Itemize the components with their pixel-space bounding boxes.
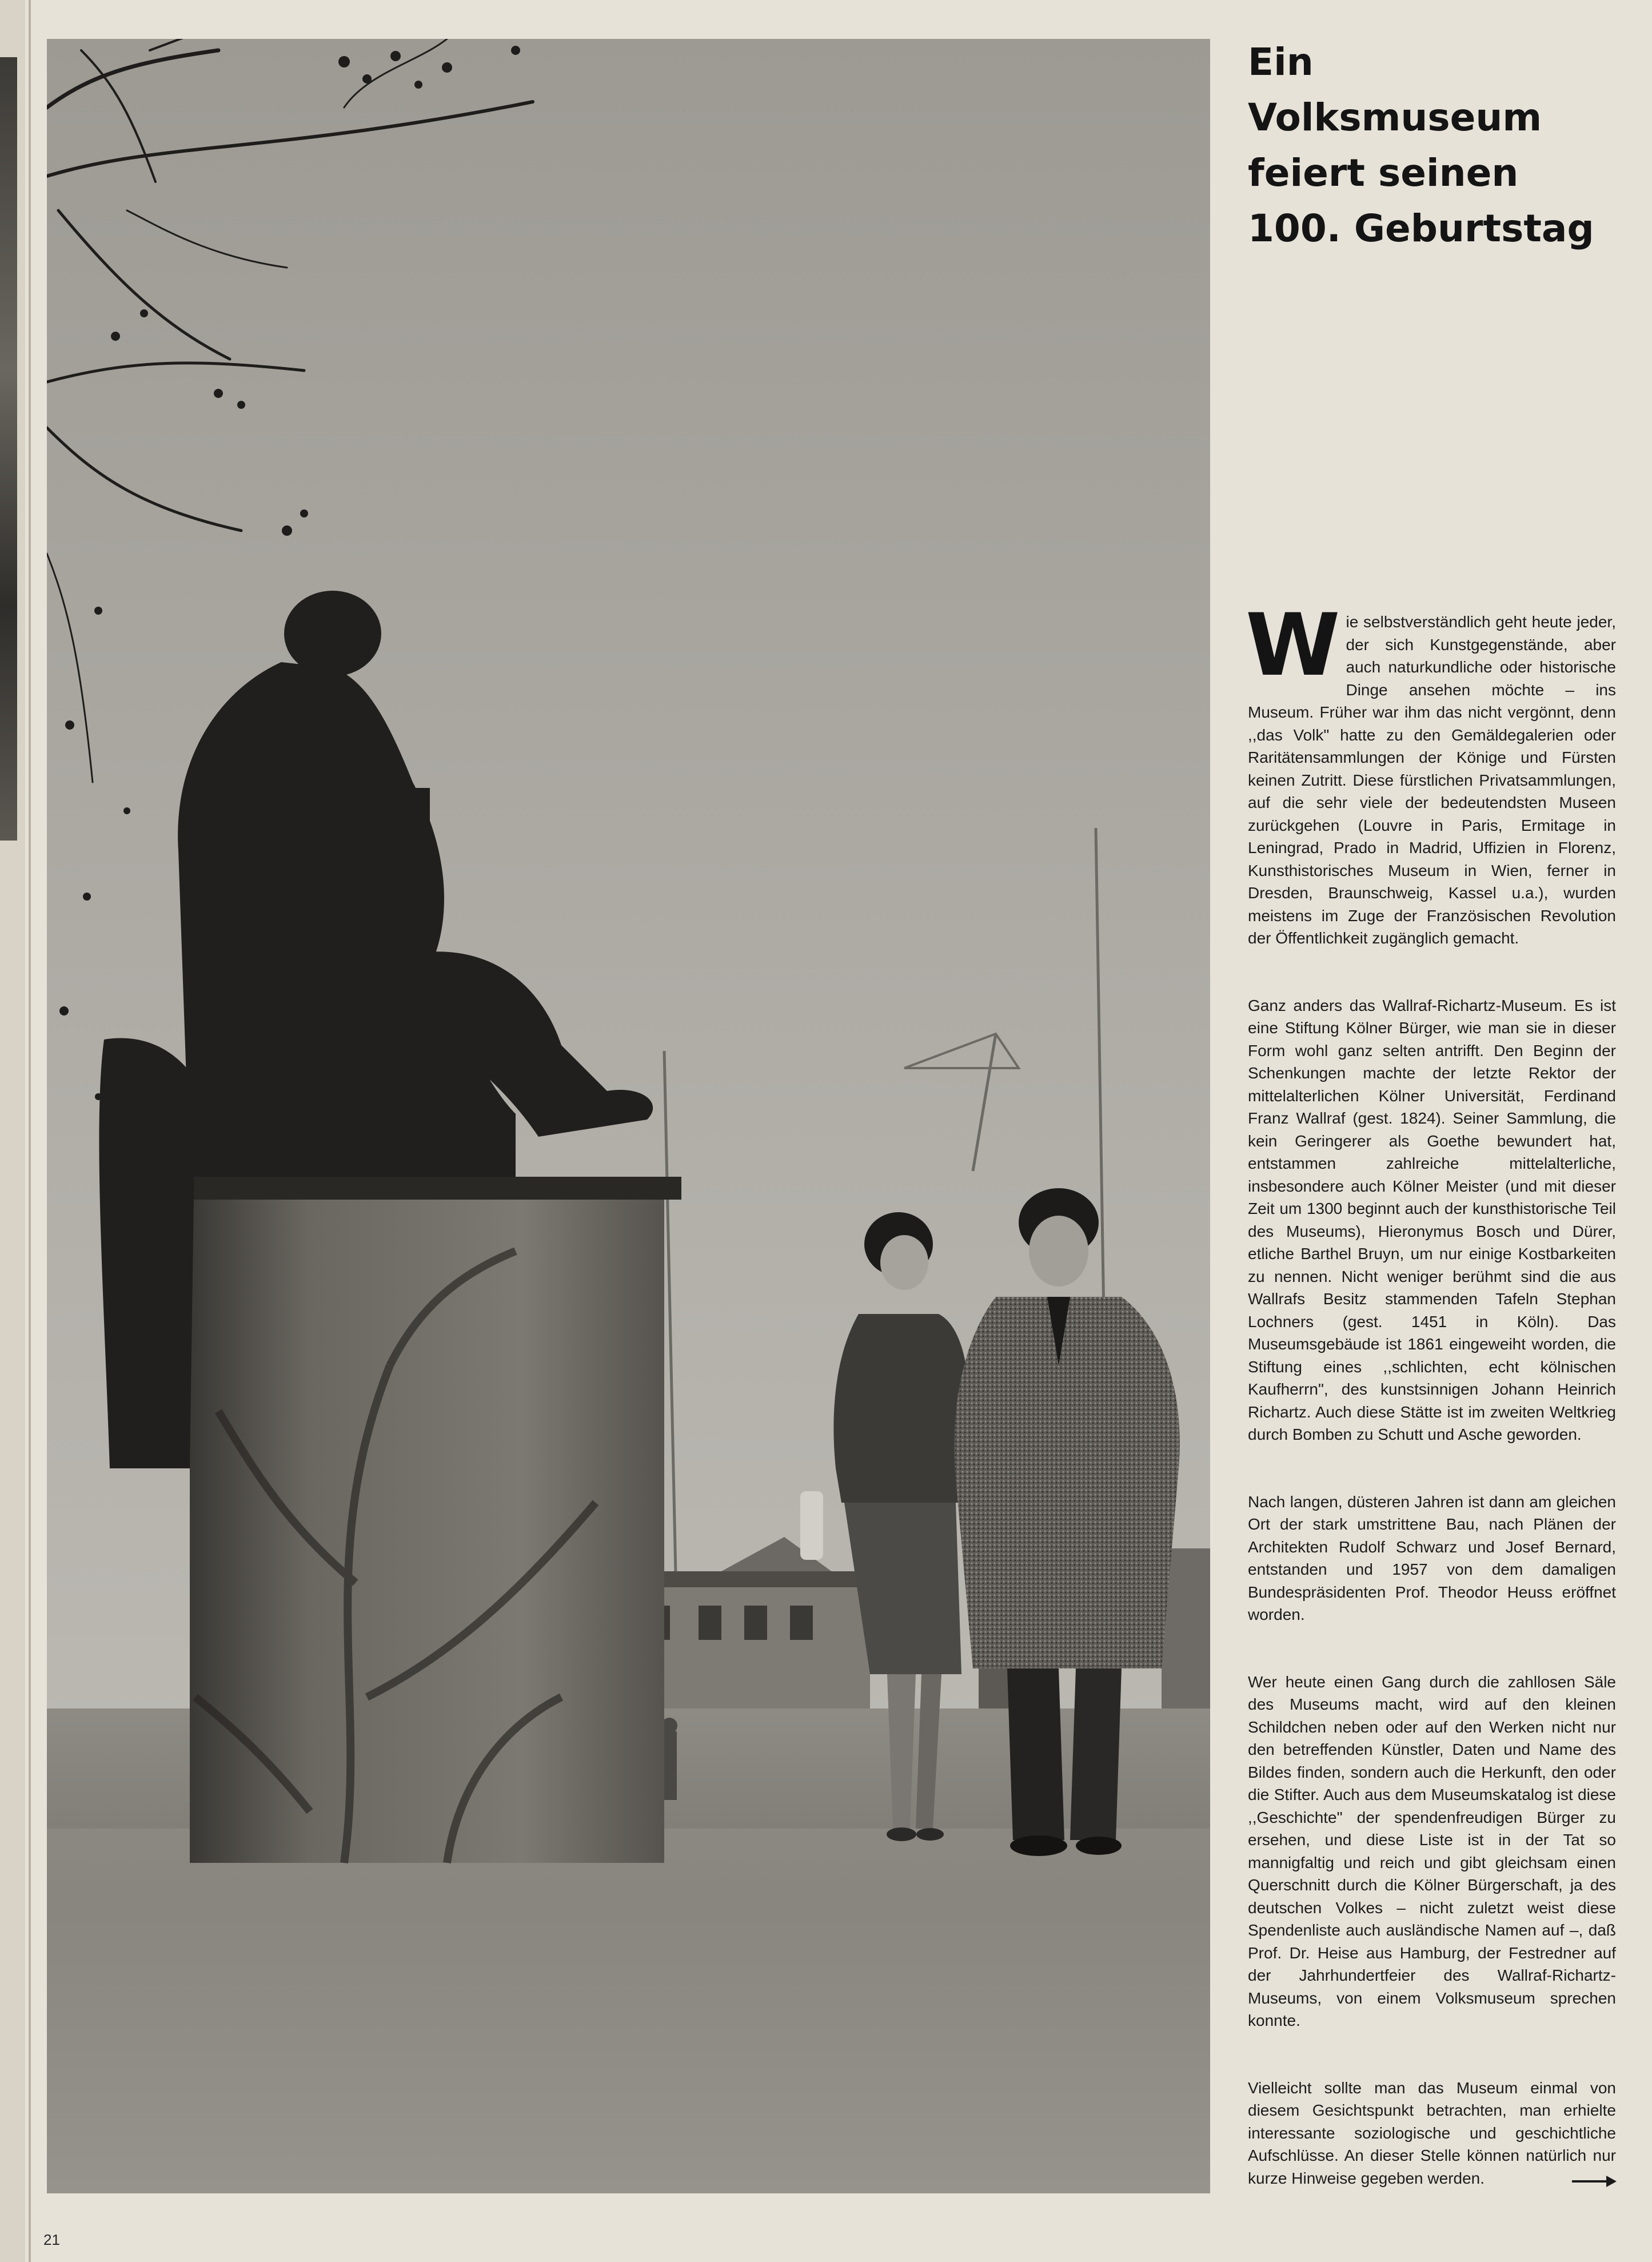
article-headline bbox=[1248, 34, 1625, 256]
page-gutter bbox=[29, 0, 31, 2262]
article-paragraph: Wer heute einen Gang durch die zahllosen Säle des Museums macht, wird auf den kleinen Schildchen neben oder auf den Werken nicht nur den betreffenden Künstler, Daten und Name des Bildes finden, sondern auch die Herkunft, den oder die Stifter. Auch aus dem Museumskatalog ist diese ,,Geschichte" der spendenfreudigen Bürger zu ersehen, und diese Liste ist in der Tat so mannigfaltig und reich und gibt gleichsam einen Querschnitt durch die Kölner Bürgerschaft, ja des deutschen Volkes – nicht zuletzt weist diese Spendenliste auch ausländische Namen auf –, daß Prof. Dr. Heise aus Hamburg, der Festredner auf der Jahrhundertfeier des Wallraf-Richartz-Museums, von einem Volksmuseum sprechen konnte. bbox=[1248, 1672, 1616, 2029]
statue-and-couple-photo bbox=[47, 39, 1210, 2193]
headline-line: feiert seinen bbox=[1248, 151, 1519, 195]
headline-line: 100. Geburtstag bbox=[1248, 206, 1594, 250]
article-paragraph bbox=[1246, 596, 1616, 950]
article-paragraph: Nach langen, düsteren Jahren ist dann am gleichen Ort der stark umstrittene Bau, nach Plänen der Architekten Rudolf Schwarz und Josef Bernard, entstanden und 1957 von dem damaligen Bundespräsidenten Prof. Theodor Heuss eröffnet worden. bbox=[1248, 1492, 1616, 1623]
article-paragraph: Ganz anders das Wallraf-Richartz-Museum. Es ist eine Stiftung Kölner Bürger, wie man sie in dieser Form wohl ganz selten antrifft. Den Beginn der Schenkungen machte der letzte Rektor der mittelalterlichen Kölner Universität, Ferdinand Franz Wallraf (gest. 1824). Seiner Sammlung, die kein Geringerer als Goethe bewundert hat, entstammen zahlreiche mittelalterliche, insbesondere auch Kölner Meister (und mit dieser Zeit um 1300 beginnt auch der kunsthistorische Teil des Museums), Hieronymus Bosch und Dürer, etliche Barthel Bruyn, um nur einige Kostbarkeiten zu nennen. Nicht weniger berühmt sind die aus Wallrafs Besitz stammenden Tafeln Stephan Lochners (gest. 1451 in Köln). Das Museumsgebäude ist 1861 eingeweiht worden, die Stiftung eines ,,schlichten, echt kölnischen Kaufherrn", des kunstsinnigen Johann Heinrich Richartz. Auch diese Stätte ist im zweiten Weltkrieg durch Bomben zu Schutt und Asche geworden. bbox=[1248, 996, 1616, 1443]
drop-cap: W bbox=[1246, 596, 1340, 695]
headline-line: Volksmuseum bbox=[1248, 95, 1542, 140]
headline-line: Ein bbox=[1248, 40, 1314, 84]
article-photo bbox=[47, 39, 1210, 2193]
article-paragraph: Vielleicht sollte man das Museum einmal von diesem Gesichtspunkt betrachten, man erhielte interessante soziologische und geschichtliche Aufschlüsse. An dieser Stelle können natürlich nur kurze Hinweise gegeben werden. bbox=[1248, 2078, 1616, 2187]
page-number: 21 bbox=[43, 2231, 60, 2248]
article-body bbox=[1246, 596, 1616, 2234]
arrow-right-icon bbox=[1572, 2173, 1617, 2190]
previous-page-photo-strip bbox=[0, 57, 17, 841]
paragraph-text: ie selbstverständlich geht heute jeder, der sich Kunstgegenstände, aber auch naturkundliche oder historische Dinge ansehen möchte – ins Museum. Früher war ihm das nicht vergönnt, denn ,,das Volk" hatte zu den Gemäldegalerien oder Raritätensammlungen der Könige und Fürsten keinen Zutritt. Diese fürstlichen Privatsammlungen, auf die sehr viele der bedeutendsten Museen zurückgehen (Louvre in Paris, Ermitage in Leningrad, Prado in Madrid, Uffizien in Florenz, Kunsthistorisches Museum in Wien, ferner in Dresden, Braunschweig, Kassel u.a.), wurden meistens im Zuge der Französischen Revolution der Öffentlichkeit zugänglich gemacht. bbox=[1248, 613, 1616, 947]
previous-page-edge bbox=[0, 0, 25, 2262]
